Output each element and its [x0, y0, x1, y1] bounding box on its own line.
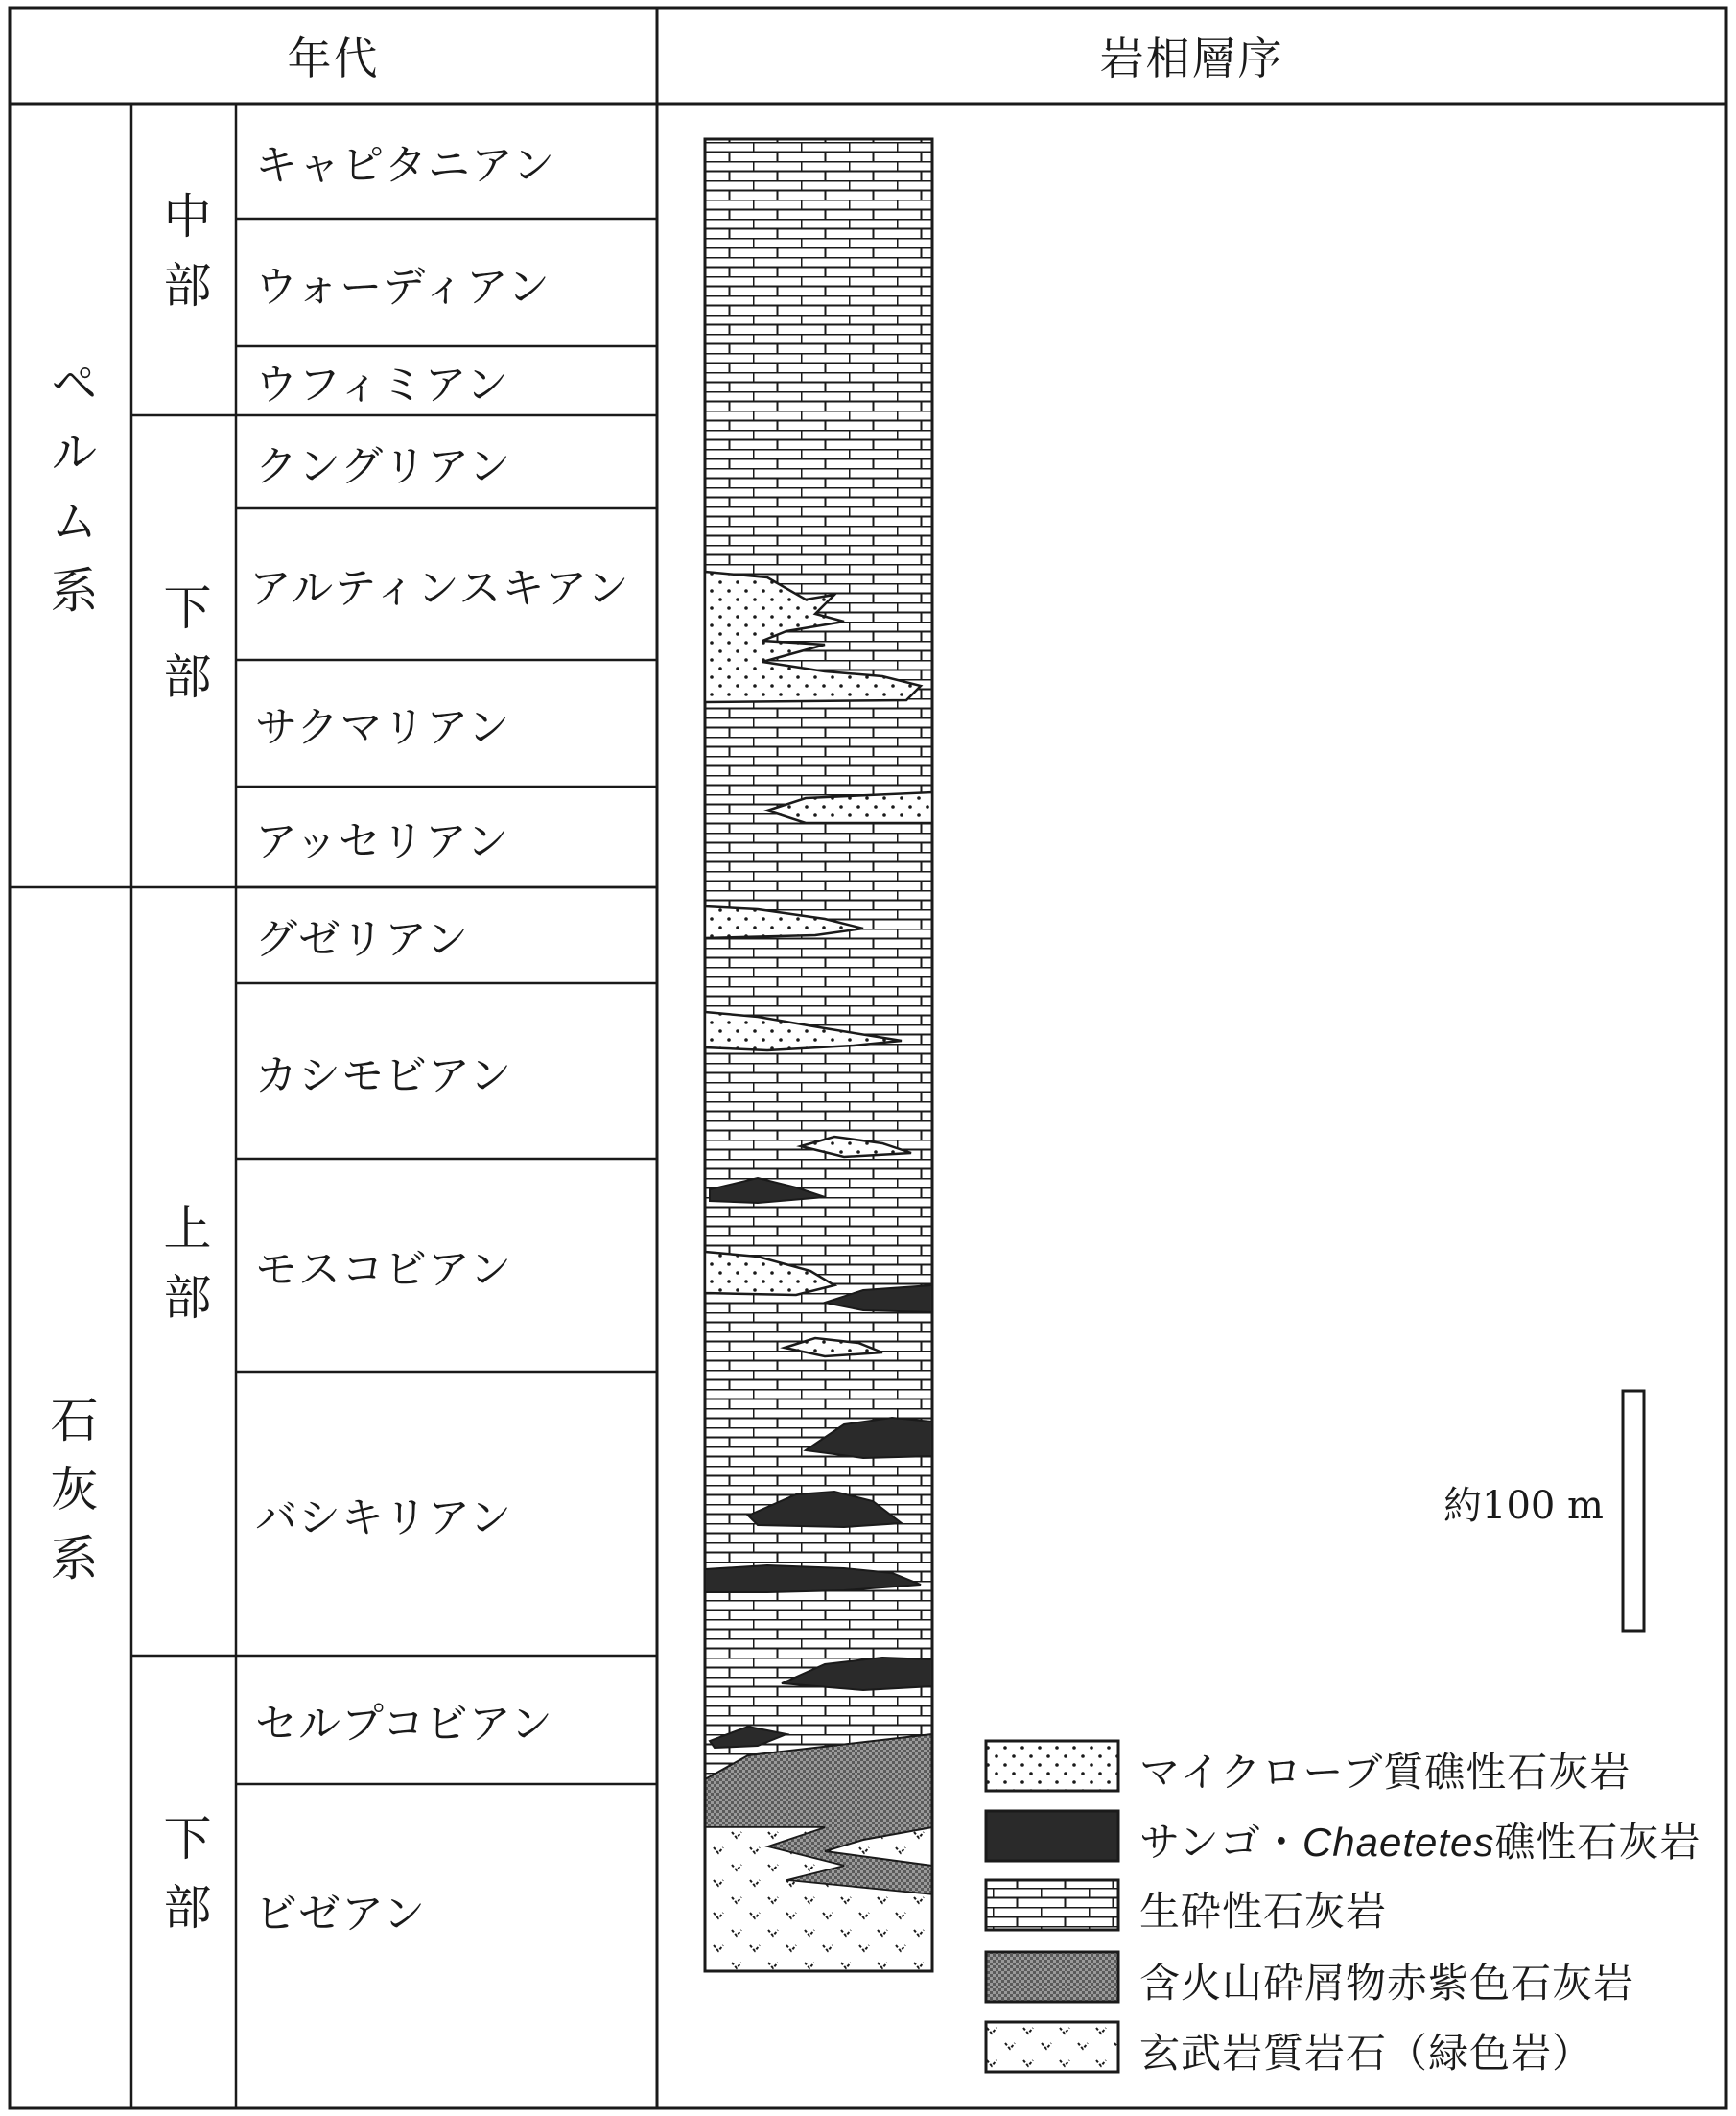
stage-gzhelian: グゼリアン — [255, 915, 470, 964]
stage-ufimian: ウフィミアン — [255, 361, 509, 410]
bioclastic-limestone-body — [705, 139, 932, 1971]
scale-bar — [1623, 1391, 1644, 1631]
system-carboniferous: 石灰系 — [42, 1394, 99, 1602]
stage-bashkirian: バシキリアン — [255, 1493, 513, 1542]
stage-capitanian: キャピタニアン — [255, 141, 556, 190]
legend-coral-suffix: 礁性石灰岩 — [1494, 1819, 1701, 1866]
era-header: 年代 — [287, 33, 380, 84]
swatch-bioclastic — [986, 1880, 1118, 1930]
system-permian: ペルム系 — [42, 357, 99, 634]
legend-coral-prefix: サンゴ・ — [1139, 1819, 1302, 1866]
stage-sakmarian: サクマリアン — [255, 703, 511, 752]
legend-label-basalt: 玄武岩質岩石（緑色岩） — [1139, 2030, 1594, 2077]
stage-visean: ビゼアン — [255, 1890, 427, 1939]
legend-label-coral — [1139, 1811, 1701, 1869]
swatch-microbial — [986, 1741, 1118, 1791]
legend-label-microbial: マイクローブ質礁性石灰岩 — [1139, 1749, 1631, 1796]
swatch-coral — [986, 1811, 1118, 1861]
strat-column — [705, 139, 932, 1971]
lithostratigraphy-header: 岩相層序 — [1099, 33, 1284, 84]
series-upper: 上部 — [155, 1202, 212, 1341]
stage-wordian: ウォーディアン — [255, 262, 551, 312]
series-middle: 中部 — [155, 190, 212, 329]
swatch-basalt — [986, 2022, 1118, 2072]
stage-moscovian: モスコビアン — [255, 1245, 513, 1294]
stage-serpukhovian: セルプコビアン — [255, 1700, 554, 1749]
legend-swatches — [986, 1741, 1118, 2072]
swatch-volcanic — [986, 1952, 1118, 2002]
stage-kasimovian: カシモビアン — [255, 1050, 513, 1100]
legend-coral-genus: Chaetetes — [1302, 1820, 1495, 1865]
scale-bar-label: 約100 m — [1443, 1484, 1604, 1528]
stage-kungurian: クングリアン — [255, 441, 512, 491]
legend-label-bioclastic: 生砕性石灰岩 — [1139, 1888, 1388, 1935]
stage-asselian: アッセリアン — [255, 816, 510, 866]
legend-label-volcanic: 含火山砕屑物赤紫色石灰岩 — [1139, 1960, 1635, 2007]
stage-artinskian: アルティンスキアン — [249, 564, 630, 613]
series-lower-carboniferous: 下部 — [155, 1813, 212, 1951]
series-lower-permian: 下部 — [155, 582, 212, 720]
